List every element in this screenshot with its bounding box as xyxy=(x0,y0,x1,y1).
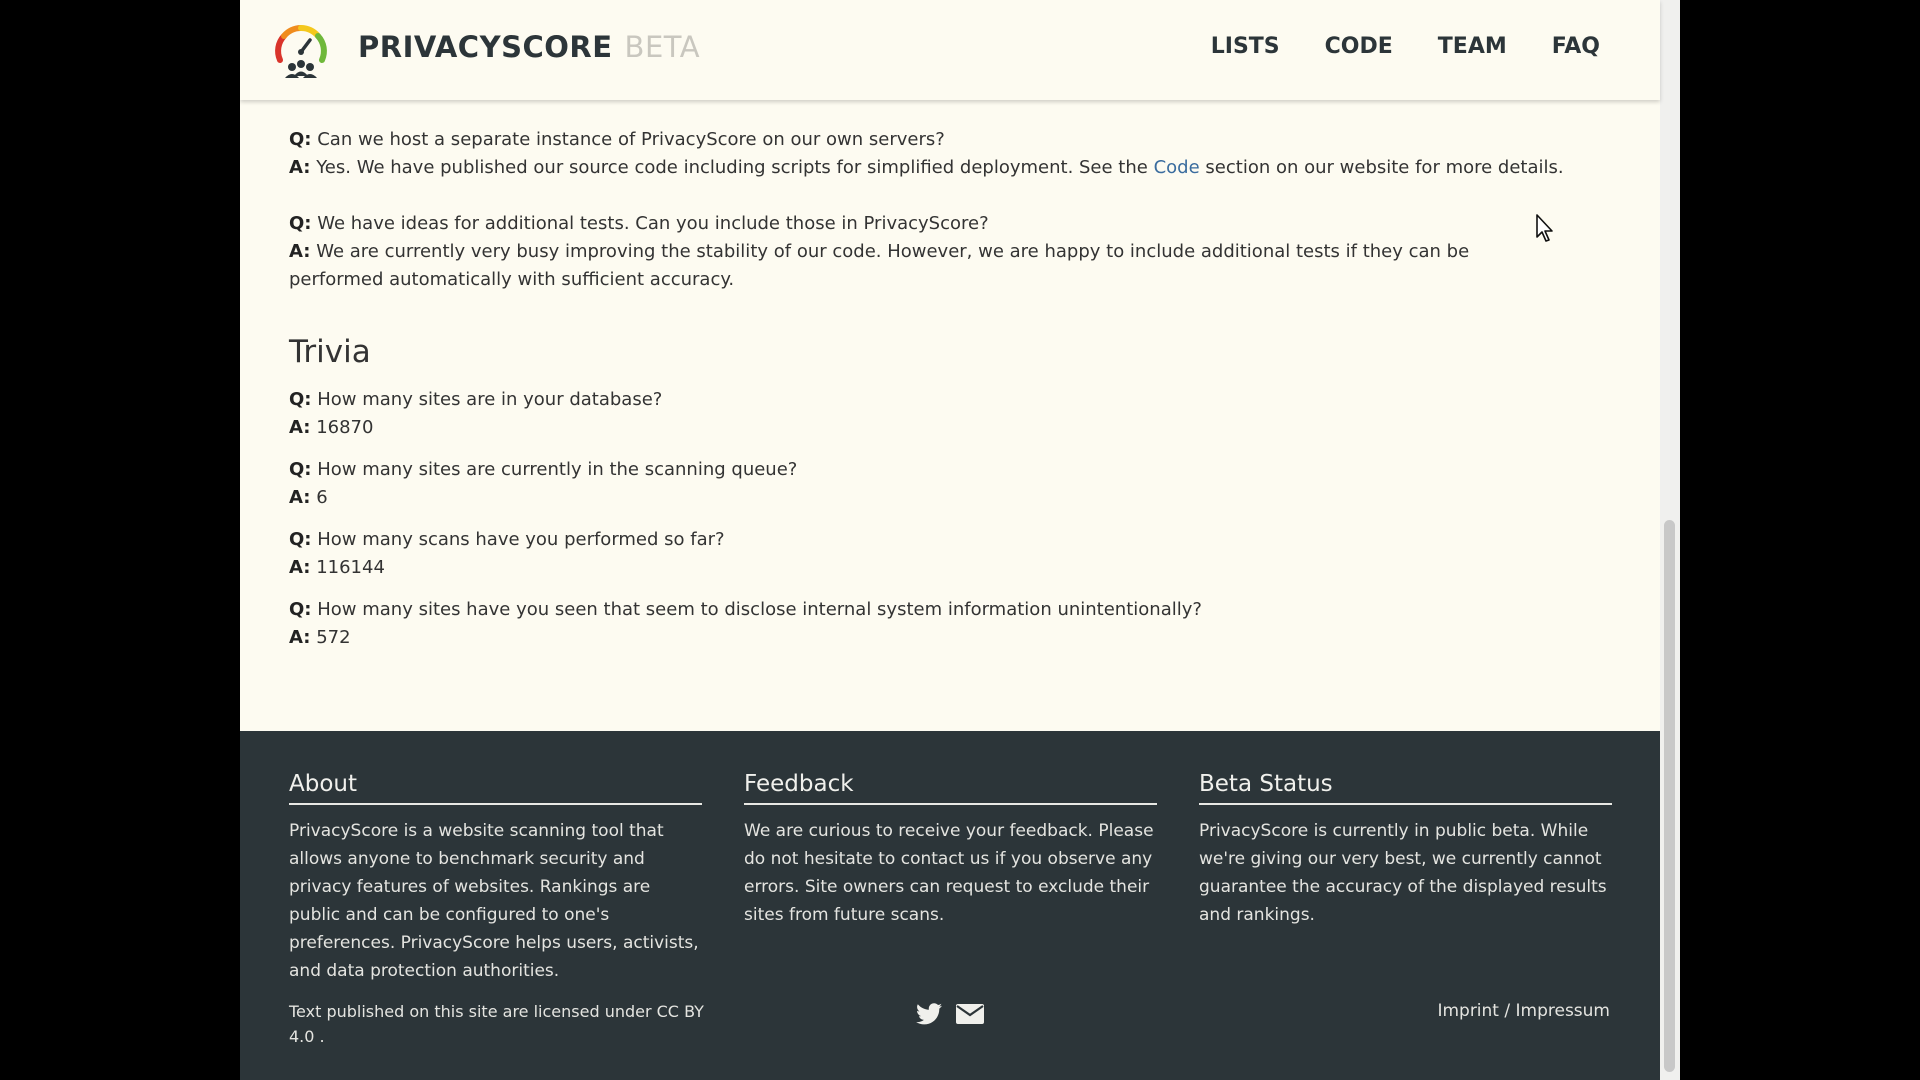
nav-lists[interactable]: LISTS xyxy=(1210,34,1280,59)
trivia-answer: A: 572 xyxy=(289,627,351,648)
faq-content xyxy=(289,126,1569,666)
nav-faq[interactable]: FAQ xyxy=(1551,34,1600,59)
footer-beta-title: Beta Status xyxy=(1199,771,1612,805)
brand-title[interactable] xyxy=(358,30,700,64)
site-footer xyxy=(240,731,1660,1080)
faq-answer: A: We are currently very busy improving the stability of our code. However, we are happy to include additional tests if they can be performed automatically with sufficient accuracy. xyxy=(289,241,1470,290)
site-header xyxy=(240,0,1660,100)
trivia-answer: A: 16870 xyxy=(289,417,374,438)
mouse-cursor-icon xyxy=(1535,213,1555,243)
privacyscore-logo-icon[interactable] xyxy=(270,20,332,82)
trivia-item xyxy=(289,386,1569,442)
brand-beta-badge: BETA xyxy=(624,30,701,64)
trivia-answer: A: 116144 xyxy=(289,557,385,578)
faq-question: Q: Can we host a separate instance of PrivacyScore on our own servers? xyxy=(289,129,945,150)
footer-feedback xyxy=(744,771,1157,929)
trivia-answer: A: 6 xyxy=(289,487,328,508)
nav-team[interactable]: TEAM xyxy=(1437,34,1507,59)
footer-about-title: About xyxy=(289,771,702,805)
footer-feedback-text: We are curious to receive your feedback. Please do not hesitate to contact us if you observe any errors. Site owners can request to exclude their sites from future scans. xyxy=(744,821,1154,925)
trivia-item xyxy=(289,526,1569,582)
footer-feedback-title: Feedback xyxy=(744,771,1157,805)
main-nav xyxy=(1211,34,1600,59)
browser-page xyxy=(240,0,1680,1080)
imprint-link[interactable]: Imprint / Impressum xyxy=(1437,1001,1610,1021)
license-text: Text published on this site are licensed under CC BY 4.0 . xyxy=(289,1002,704,1046)
trivia-question: Q: How many sites are currently in the scanning queue? xyxy=(289,459,798,480)
scrollbar-thumb[interactable] xyxy=(1664,520,1675,1072)
trivia-item xyxy=(289,596,1569,652)
faq-item xyxy=(289,126,1569,182)
faq-answer: A: Yes. We have published our source code including scripts for simplified deployment. See the Code section on our website for more details. xyxy=(289,157,1564,178)
email-icon[interactable] xyxy=(956,1003,984,1025)
footer-beta-text: PrivacyScore is currently in public beta. While we're giving our very best, we currently cannot guarantee the accuracy of the displayed results and rankings. xyxy=(1199,821,1607,925)
nav-code[interactable]: CODE xyxy=(1324,34,1393,59)
trivia-question: Q: How many scans have you performed so far? xyxy=(289,529,725,550)
footer-about-text: PrivacyScore is a website scanning tool that allows anyone to benchmark security and privacy features of websites. Rankings are public and can be configured to one's preferences. PrivacyScore helps users, activists, and data protection authorities. xyxy=(289,821,699,981)
page-scrollbar[interactable] xyxy=(1660,0,1680,1080)
trivia-heading: Trivia xyxy=(289,334,371,370)
trivia-item xyxy=(289,456,1569,512)
code-link[interactable]: Code xyxy=(1153,157,1200,178)
twitter-icon[interactable] xyxy=(916,1003,942,1025)
social-links xyxy=(916,1003,984,1025)
trivia-question: Q: How many sites are in your database? xyxy=(289,389,663,410)
brand-name: PRIVACYSCORE xyxy=(358,30,613,64)
footer-about xyxy=(289,771,702,985)
faq-item xyxy=(289,210,1569,294)
footer-beta xyxy=(1199,771,1612,929)
faq-question: Q: We have ideas for additional tests. Can you include those in PrivacyScore? xyxy=(289,213,989,234)
trivia-question: Q: How many sites have you seen that seem to disclose internal system information unintentionally? xyxy=(289,599,1202,620)
